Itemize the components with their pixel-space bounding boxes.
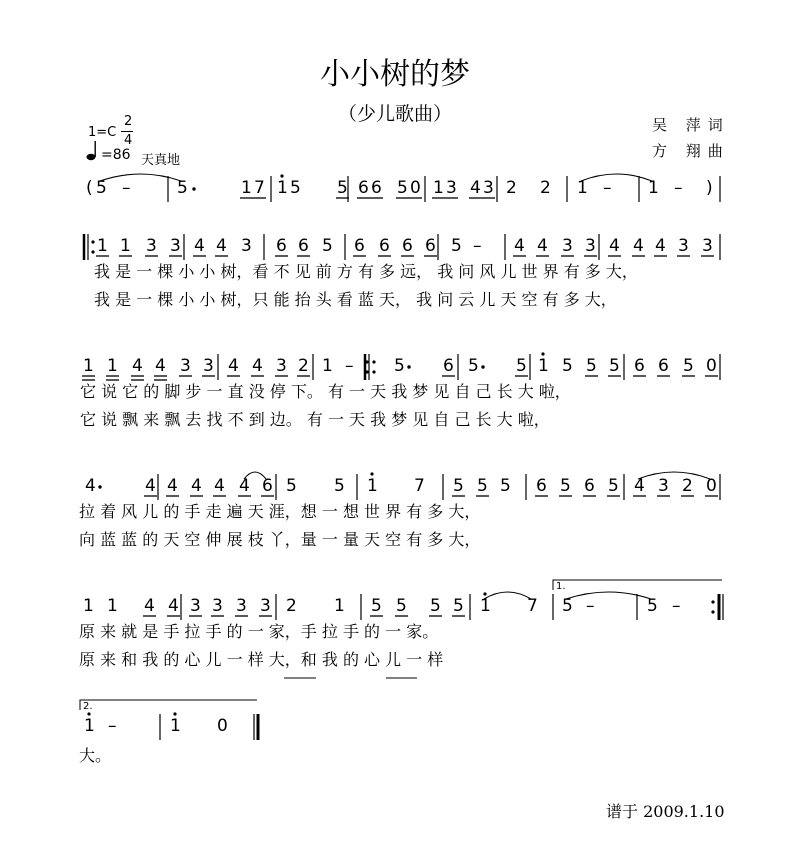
repeat-dot [372, 370, 375, 373]
note: 4 [167, 476, 178, 496]
note: 1 [107, 356, 118, 376]
note: 3 [678, 236, 689, 256]
note: 4 [191, 476, 202, 496]
song-title: 小小树的梦 [320, 57, 470, 92]
repeat-dot [372, 360, 375, 363]
note: 1 [83, 356, 94, 376]
note: 3 [446, 178, 457, 198]
note: 1 [538, 356, 549, 376]
repeat-dot [91, 240, 94, 243]
note: 6 [354, 236, 365, 256]
note: 6 [262, 476, 273, 496]
note: 6 [379, 236, 390, 256]
note: 5 [453, 476, 464, 496]
lyric-line: 原 来 就 是 手 拉 手 的 一 家，手 拉 手 的 一 家。 [79, 622, 439, 641]
note: 7 [254, 178, 265, 198]
tie-slur [566, 592, 651, 599]
symbol: – [672, 596, 681, 616]
note: 5 [337, 178, 348, 198]
repeat-dot [711, 600, 714, 603]
note: 0 [217, 716, 228, 736]
note: 4 [144, 596, 155, 616]
note: 6 [658, 356, 669, 376]
lyric-line: 我 是 一 棵 小 小 树，只 能 抬 头 看 蓝 天， 我 问 云 儿 天 空 有 多 大， [94, 290, 617, 309]
note: 1 [480, 596, 491, 616]
augmentation-dot [98, 485, 101, 488]
time-signature-top: 2 [124, 114, 133, 129]
augmentation-dot [407, 365, 410, 368]
note: 5 [451, 236, 462, 256]
note: 4 [216, 236, 227, 256]
note: 3 [180, 356, 191, 376]
lyric-line: 大。 [79, 746, 112, 765]
note: 6 [536, 476, 547, 496]
note: 1 [170, 716, 181, 736]
note: 3 [212, 596, 223, 616]
note: 1 [367, 476, 378, 496]
note: 0 [706, 356, 717, 376]
lyric-line: 拉 着 风 儿 的 手 走 遍 天 涯，想 一 想 世 界 有 多 大， [79, 502, 481, 521]
symbol: ) [706, 178, 713, 198]
note: 4 [470, 178, 481, 198]
lyric-line: 它 说 飘 来 飘 去 找 不 到 边。 有 一 天 我 梦 见 自 己 长 大 啦， [80, 410, 550, 429]
note: 2 [506, 178, 517, 198]
note: 3 [276, 356, 287, 376]
tie-slur [581, 174, 652, 181]
symbol: – [108, 716, 117, 736]
volta-label-2: 2. [83, 701, 93, 712]
note: 2 [682, 476, 693, 496]
note: 5 [609, 356, 620, 376]
note: 6 [634, 356, 645, 376]
note: 1 [241, 178, 252, 198]
symbol: – [473, 236, 482, 256]
volta-label-1: 1. [556, 581, 566, 592]
note: 7 [414, 476, 425, 496]
note: 6 [443, 356, 454, 376]
note: 5 [430, 596, 441, 616]
note: 5 [397, 178, 408, 198]
note: 5 [286, 476, 297, 496]
note: 4 [514, 236, 525, 256]
note: 5 [560, 476, 571, 496]
symbol: ( [86, 178, 93, 198]
tempo-mark: =86 [101, 147, 131, 163]
note: 2 [286, 596, 297, 616]
note: 5 [290, 178, 301, 198]
note: 4 [228, 356, 239, 376]
note: 0 [706, 476, 717, 496]
note: 5 [608, 476, 619, 496]
note: 4 [155, 356, 166, 376]
note: 4 [634, 476, 645, 496]
note: 2 [298, 356, 309, 376]
note: 3 [241, 236, 252, 256]
note: 4 [168, 596, 179, 616]
lyric-line: 它 说 它 的 脚 步 一 直 没 停 下。 有 一 天 我 梦 见 自 己 长 大 啦， [80, 382, 571, 401]
composer-credit: 方 翔曲 [652, 142, 730, 160]
expression-mark: 天真地 [141, 153, 181, 168]
note: 2 [540, 178, 551, 198]
note: 4 [609, 236, 620, 256]
note: 5 [586, 356, 597, 376]
symbol: – [586, 596, 595, 616]
note: 1 [648, 178, 659, 198]
note: 4 [239, 476, 250, 496]
symbol: – [603, 178, 612, 198]
note: 4 [537, 236, 548, 256]
octave-dot [483, 592, 486, 595]
note: 5 [562, 596, 573, 616]
note: 5 [322, 236, 333, 256]
note: 6 [402, 236, 413, 256]
note: 6 [425, 236, 436, 256]
note: 3 [260, 596, 271, 616]
note: 5 [562, 356, 573, 376]
note: 6 [584, 476, 595, 496]
note: 7 [527, 596, 538, 616]
song-subtitle: （少儿歌曲） [337, 103, 452, 125]
note: 1 [84, 716, 95, 736]
note: 6 [371, 178, 382, 198]
note: 1 [83, 596, 94, 616]
note: 4 [145, 476, 156, 496]
octave-dot [280, 174, 283, 177]
volta-bracket-1 [553, 580, 722, 590]
octave-dot [173, 712, 176, 715]
note: 1 [277, 178, 288, 198]
note: 1 [120, 236, 131, 256]
note: 5 [683, 356, 694, 376]
octave-dot [541, 352, 544, 355]
note: 6 [298, 236, 309, 256]
repeat-dot [711, 610, 714, 613]
octave-dot [87, 712, 90, 715]
note: 4 [132, 356, 143, 376]
note: 1 [322, 356, 333, 376]
symbol: – [674, 178, 683, 198]
note: 3 [146, 236, 157, 256]
note: 1 [433, 178, 444, 198]
note: 5 [396, 596, 407, 616]
note: 1 [577, 178, 588, 198]
note: 5 [177, 178, 188, 198]
lyric-line: 我 是 一 棵 小 小 树，看 不 见 前 方 有 多 远， 我 问 风 儿 世 界 有 多 大， [94, 262, 638, 281]
note: 1 [97, 236, 108, 256]
note: 5 [477, 476, 488, 496]
note: 3 [702, 236, 713, 256]
key-signature: 1=C [88, 125, 117, 140]
note: 4 [194, 236, 205, 256]
date-footer: 谱于 2009.1.10 [606, 802, 725, 821]
repeat-dot [365, 370, 368, 373]
note: 4 [633, 236, 644, 256]
note: 4 [252, 356, 263, 376]
symbol: – [345, 356, 354, 376]
augmentation-dot [481, 365, 484, 368]
time-signature-bottom: 4 [124, 133, 133, 148]
note: 3 [170, 236, 181, 256]
note: 3 [483, 178, 494, 198]
augmentation-dot [192, 187, 195, 190]
note: 1 [334, 596, 345, 616]
lyricist-credit: 吴 萍词 [652, 116, 730, 134]
note: 3 [236, 596, 247, 616]
note: 5 [516, 356, 527, 376]
note: 3 [203, 356, 214, 376]
note: 5 [468, 356, 479, 376]
note: 5 [453, 596, 464, 616]
note: 5 [334, 476, 345, 496]
note: 6 [358, 178, 369, 198]
note: 3 [190, 596, 201, 616]
note: 0 [410, 178, 421, 198]
note: 5 [500, 476, 511, 496]
tie-slur [638, 472, 710, 479]
symbol: – [122, 178, 131, 198]
volta-bracket-2 [80, 700, 257, 710]
lyric-line: 向 蓝 蓝 的 天 空 伸 展 枝 丫，量 一 量 天 空 有 多 大， [79, 530, 481, 549]
note: 4 [85, 476, 96, 496]
note: 3 [585, 236, 596, 256]
note: 4 [655, 236, 666, 256]
note: 5 [96, 178, 107, 198]
tie-slur [484, 592, 531, 599]
tie-slur [100, 174, 181, 181]
note: 6 [276, 236, 287, 256]
note: 5 [394, 356, 405, 376]
note: 3 [658, 476, 669, 496]
note: 5 [371, 596, 382, 616]
note: 3 [562, 236, 573, 256]
note: 5 [647, 596, 658, 616]
repeat-dot [365, 360, 368, 363]
note: 1 [107, 596, 118, 616]
lyric-line: 原 来 和 我 的 心 儿 一 样 大，和 我 的 心 儿 一 样 [79, 650, 444, 669]
repeat-dot [91, 250, 94, 253]
octave-dot [370, 472, 373, 475]
note: 4 [214, 476, 225, 496]
